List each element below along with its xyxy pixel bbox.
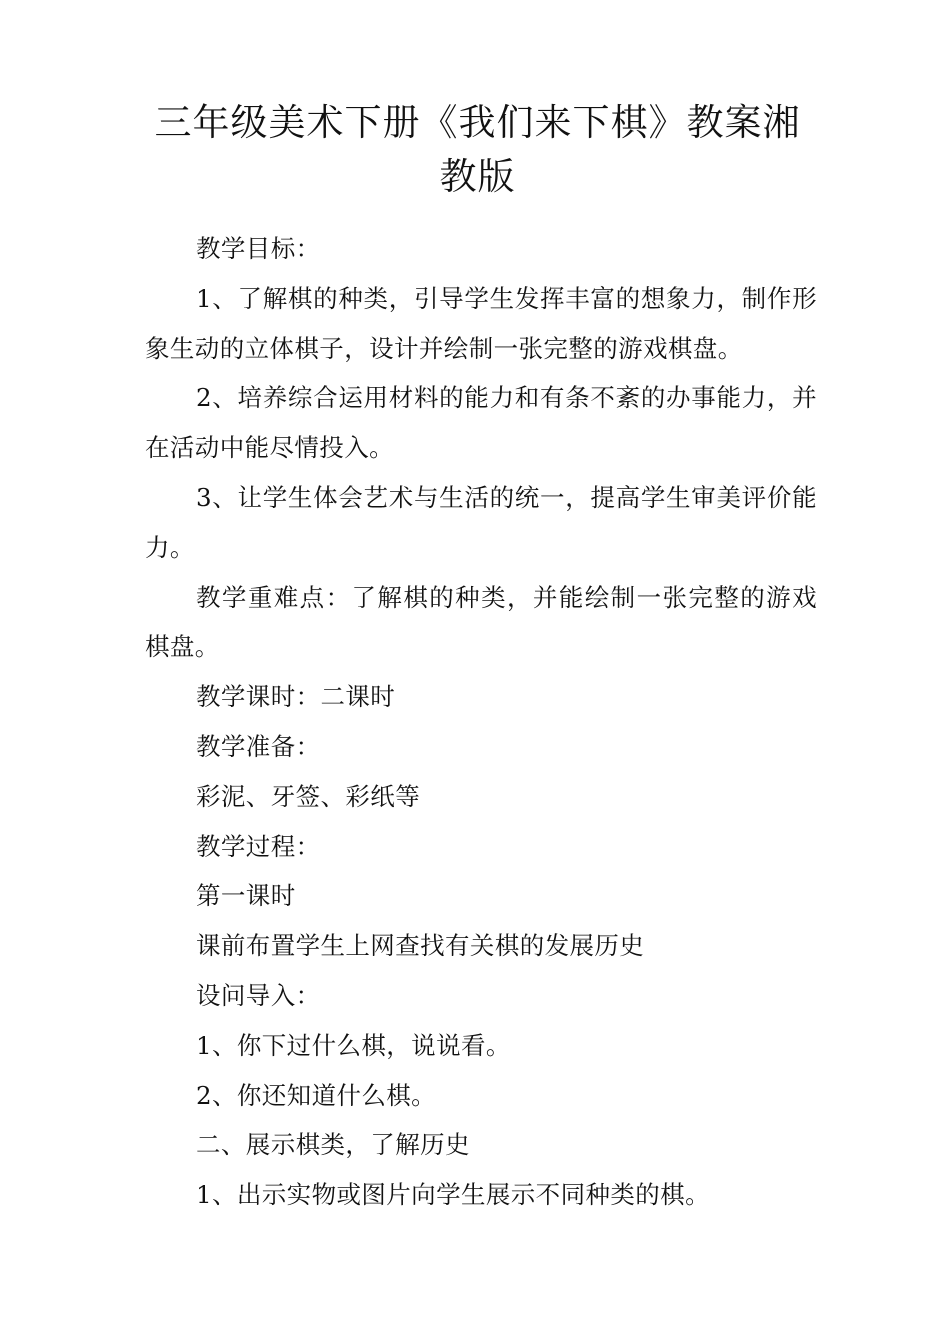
paragraph-pre-class-task: 课前布置学生上网查找有关棋的发展历史 xyxy=(196,931,645,961)
paragraph-question-1: 1、你下过什么棋，说说看。 xyxy=(196,1030,511,1060)
paragraph-class-hours: 教学课时：二课时 xyxy=(196,682,396,712)
paragraph-process-heading: 教学过程： xyxy=(196,831,321,861)
paragraph-materials: 彩泥、牙签、彩纸等 xyxy=(196,781,421,811)
paragraph-question-2: 2、你还知道什么棋。 xyxy=(196,1080,437,1110)
paragraph-introduction-heading: 设问导入： xyxy=(196,980,321,1010)
paragraph-section-2-item-1: 1、出示实物或图片向学生展示不同种类的棋。 xyxy=(196,1180,710,1210)
paragraph-key-points: 教学重难点：了解棋的种类，并能绘制一张完整的游戏棋盘。 xyxy=(145,582,817,662)
paragraph-objectives-heading: 教学目标： xyxy=(196,234,321,263)
paragraph-preparation-heading: 教学准备： xyxy=(196,731,321,761)
paragraph-objective-1: 1、了解棋的种类，引导学生发挥丰富的想象力，制作形象生动的立体棋子，设计并绘制一张完整的游戏棋盘。 xyxy=(145,283,817,363)
paragraph-section-2-heading: 二、展示棋类，了解历史 xyxy=(196,1130,470,1160)
paragraph-objective-2: 2、培养综合运用材料的能力和有条不紊的办事能力，并在活动中能尽情投入。 xyxy=(145,383,817,463)
paragraph-first-lesson: 第一课时 xyxy=(196,881,296,911)
document-body xyxy=(145,224,817,1220)
paragraph-objective-3: 3、让学生体会艺术与生活的统一，提高学生审美评价能力。 xyxy=(145,482,817,562)
document-title: 三年级美术下册《我们来下棋》教案湘教版 xyxy=(154,101,801,198)
